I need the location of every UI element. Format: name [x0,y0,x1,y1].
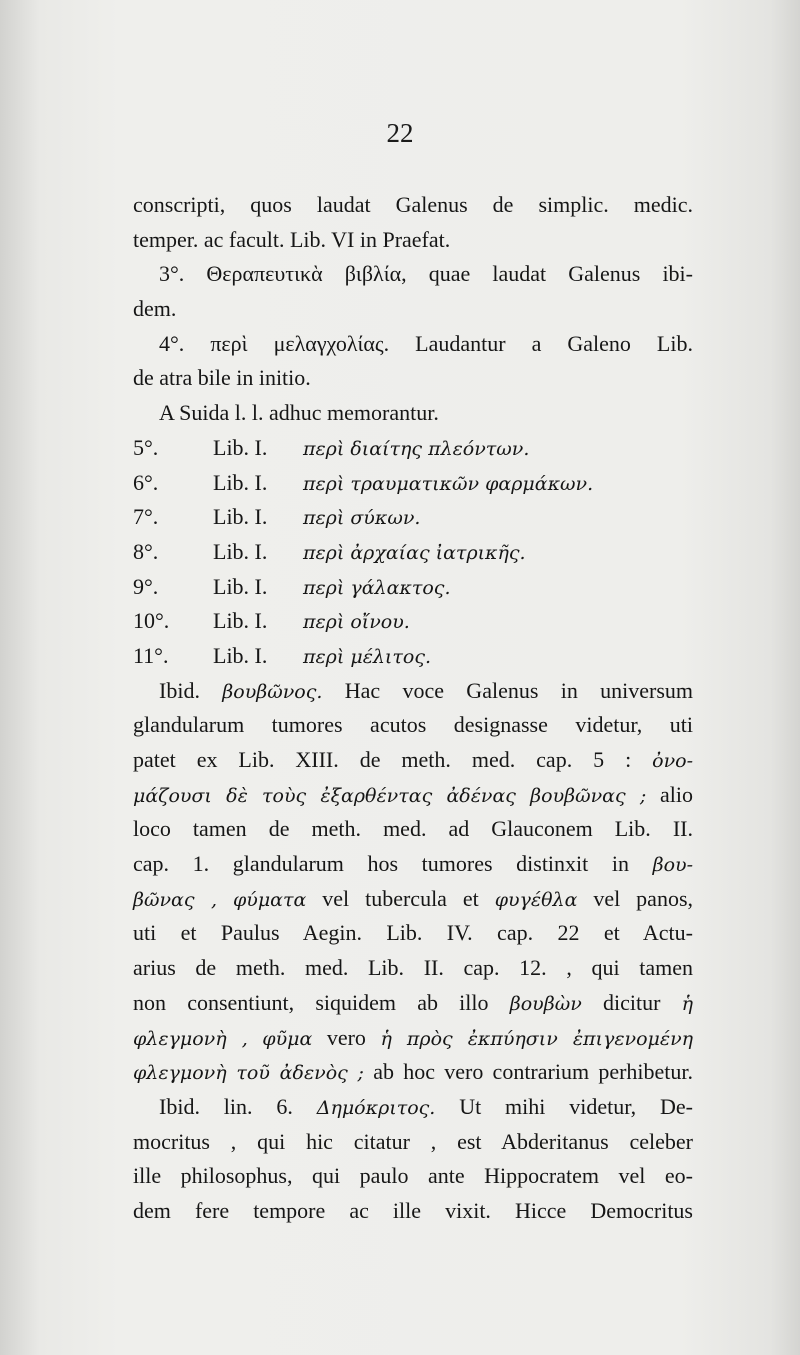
list-greek-title: περὶ ἀρχαίας ἰατρικῆς. [303,541,526,564]
list-number: 8°. [133,538,159,564]
text-line: ille philosophus, qui paulo ante Hippocratem vel eo- [133,1163,693,1189]
text-line: uti et Paulus Aegin. Lib. IV. cap. 22 et Actu- [133,920,693,946]
text-run: Ut mihi videtur, De- [459,1093,694,1119]
text-line [133,257,693,292]
greek-word: φυγέθλα [494,888,578,911]
list-number: 10°. [133,608,170,634]
list-number: 11°. [133,642,169,668]
greek-word: ὀνο- [652,750,694,772]
greek-word: φῦμα [262,1027,313,1050]
greek-word: ἡ [681,992,694,1015]
text-line [133,674,693,709]
list-number: 9°. [133,573,159,599]
list-item [133,604,693,639]
list-item [133,431,693,466]
list-lib: Lib. I. [213,538,268,564]
list-number: 6°. [133,469,159,495]
page-number: 22 [386,118,414,148]
text-line [133,743,693,778]
list-item [133,535,693,570]
text-run: cap. 1. glandularum hos tumores distinxit in [133,851,629,877]
text-run: Hac voce Galenus in universum [344,677,694,703]
list-lib: Lib. I. [213,434,268,460]
greek-phrase: ἡ πρὸς ἐκπύησιν ἐπιγενομένη [380,1027,693,1050]
text-line: arius de meth. med. Lib. II. cap. 12. , qui tamen [133,955,693,981]
greek-phrase: μάζουσι δὲ τοὺς ἐξαρθέντας ἀδένας βουβῶνας ; [133,784,647,807]
text-line-content: 3°. Θεραπευτικὰ βιβλία, quae laudat Galenus ibi- [159,261,693,287]
text-line: de atra bile in initio. [133,365,311,391]
text-line: loco tamen de meth. med. ad Glauconem Lib. II. [133,816,693,842]
text-run: vel tubercula et [322,885,479,911]
list-greek-title: περὶ τραυματικῶν φαρμάκων. [303,472,594,495]
text-run: vel panos, [593,885,693,911]
text-run: alio [660,781,693,807]
list-item [133,639,693,674]
text-line [133,1090,693,1125]
greek-word: βῶνας , [133,888,218,911]
list-lib: Lib. I. [213,642,268,668]
list-greek-title: περὶ μέλιτος. [303,645,432,668]
text-line: glandularum tumores acutos designasse videtur, uti [133,712,693,738]
greek-word: βουβῶνος. [222,680,323,703]
list-item [133,500,693,535]
text-line [133,1021,693,1056]
greek-word: βουβὼν [509,992,582,1015]
paragraph-democritus [133,1090,693,1229]
greek-phrase: φλεγμονὴ τοῦ ἀδενὸς ; [133,1062,364,1085]
treatise-list [133,431,693,674]
text-line: temper. ac facult. Lib. VI in Praefat. [133,226,451,252]
list-item [133,570,693,605]
greek-word: Δημόκριτος. [316,1096,436,1119]
text-run: Ibid. lin. 6. [159,1093,293,1119]
text-line [133,327,693,362]
list-greek-title: περὶ σύκων. [303,507,421,530]
text-line [133,778,693,813]
list-lib: Lib. I. [213,504,268,530]
text-run: ab hoc vero contrarium perhibetur. [373,1059,694,1085]
greek-word: βου- [652,854,694,877]
text-line [133,847,693,882]
text-line-content: 4°. περὶ μελαγχολίας. Laudantur a Galeno Lib. [159,330,693,356]
list-number: 7°. [133,504,159,530]
list-lib: Lib. I. [213,469,268,495]
paragraph-bubo [133,674,693,1090]
list-greek-title: περὶ διαίτης πλεόντων. [303,437,530,460]
text-line: A Suida l. l. adhuc memorantur. [159,400,439,426]
list-greek-title: περὶ οἴνου. [303,611,410,634]
body-text [133,188,693,1229]
greek-word: φλεγμονὴ , [133,1027,248,1050]
text-line [133,986,693,1021]
list-item [133,466,693,501]
text-line: mocritus , qui hic citatur , est Abderitanus celeber [133,1128,693,1154]
text-line: dem. [133,296,177,322]
text-line [133,1055,693,1090]
list-greek-title: περὶ γάλακτος. [303,576,451,599]
list-number: 5°. [133,434,159,460]
text-line [133,882,693,917]
text-run: dicitur [602,989,661,1015]
text-line: conscripti, quos laudat Galenus de simplic. medic. [133,192,693,217]
text-run: non consentiunt, siquidem ab illo [133,989,489,1015]
text-line: dem fere tempore ac ille vixit. Hicce Democritus [133,1197,693,1223]
list-lib: Lib. I. [213,608,268,634]
text-run: patet ex Lib. XIII. de meth. med. cap. 5 : [133,747,632,772]
greek-word: φύματα [232,888,307,911]
list-lib: Lib. I. [213,573,268,599]
text-run: Ibid. [159,677,200,703]
text-run: vero [326,1024,366,1050]
